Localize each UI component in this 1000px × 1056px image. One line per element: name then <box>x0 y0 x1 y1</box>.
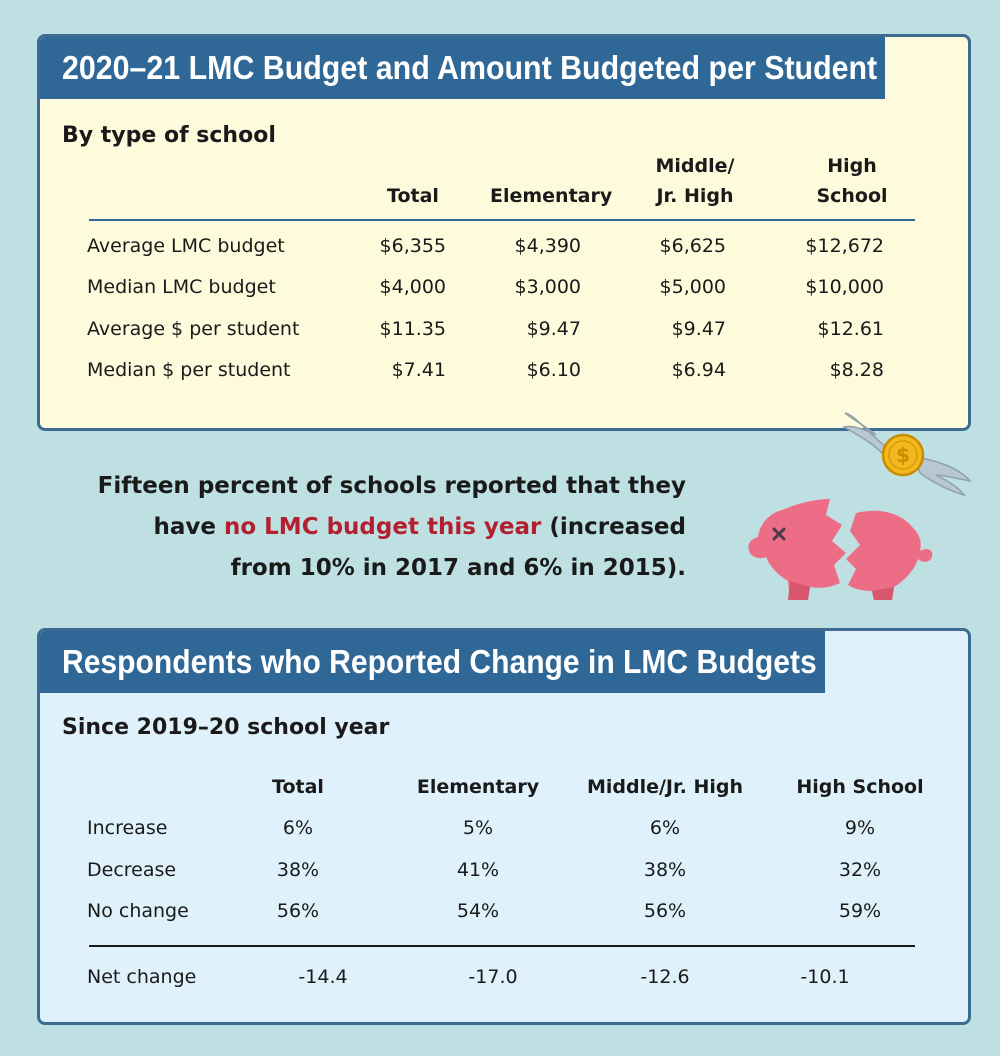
table-cell: $8.28 <box>829 359 884 381</box>
col-header-high: High School <box>816 155 888 207</box>
table-cell: -14.4 <box>298 966 348 988</box>
table-cell: $12.61 <box>817 318 884 340</box>
table-cell: 6% <box>282 817 314 839</box>
table-cell: $11.35 <box>379 318 446 340</box>
col-header-total: Total <box>272 776 324 798</box>
row-label: No change <box>87 900 189 922</box>
col-header-high: High School <box>796 776 924 798</box>
budget-title: 2020–21 LMC Budget and Amount Budgeted per Student <box>40 37 885 99</box>
table-cell: $4,000 <box>379 276 446 298</box>
table-cell: 56% <box>643 900 687 922</box>
svg-text:$: $ <box>896 443 910 467</box>
change-panel <box>37 628 971 1025</box>
piggy-bank-illustration <box>730 395 1000 625</box>
table-cell: $6.94 <box>671 359 726 381</box>
row-label: Decrease <box>87 859 177 881</box>
table-cell: $7.41 <box>391 359 446 381</box>
table-cell: 59% <box>838 900 882 922</box>
table-cell: $9.47 <box>671 318 726 340</box>
table-cell: 41% <box>456 859 500 881</box>
table-cell: 38% <box>276 859 320 881</box>
budget-header-rule <box>89 219 915 221</box>
table-cell: 5% <box>462 817 494 839</box>
row-label: Average LMC budget <box>87 235 285 257</box>
table-cell: 38% <box>643 859 687 881</box>
broken-piggy-icon <box>748 499 932 600</box>
table-cell: -17.0 <box>468 966 518 988</box>
table-cell: -12.6 <box>640 966 690 988</box>
table-cell: 32% <box>838 859 882 881</box>
table-cell: 56% <box>276 900 320 922</box>
col-header-middle: Middle/ Jr. High <box>655 155 735 207</box>
budget-panel <box>37 34 971 431</box>
callout-highlight: no LMC budget this year <box>223 514 542 540</box>
table-cell: $6,625 <box>659 235 726 257</box>
callout-text: Fifteen percent of schools reported that they have no LMC budget this year (increased from 10% in 2017 and 6% in 2015). <box>97 473 686 581</box>
table-cell: $6,355 <box>379 235 446 257</box>
table-cell: $12,672 <box>805 235 884 257</box>
row-label: Median LMC budget <box>87 276 276 298</box>
table-cell: $10,000 <box>805 276 884 298</box>
row-label: Net change <box>87 966 197 988</box>
row-label: Increase <box>87 817 168 839</box>
table-cell: -10.1 <box>800 966 850 988</box>
table-cell: $3,000 <box>514 276 581 298</box>
change-subtitle: Since 2019–20 school year <box>62 715 390 740</box>
table-cell: 9% <box>844 817 876 839</box>
col-header-total: Total <box>387 185 439 207</box>
winged-coin-icon <box>844 413 970 495</box>
table-cell: $4,390 <box>514 235 581 257</box>
table-cell: $5,000 <box>659 276 726 298</box>
col-header-elementary: Elementary <box>416 776 540 798</box>
table-cell: 54% <box>456 900 500 922</box>
table-cell: $6.10 <box>526 359 581 381</box>
row-label: Median $ per student <box>87 359 291 381</box>
change-title: Respondents who Reported Change in LMC Budgets <box>40 631 825 693</box>
net-change-rule <box>89 945 915 947</box>
row-label: Average $ per student <box>87 318 300 340</box>
table-cell: 6% <box>649 817 681 839</box>
table-cell: $9.47 <box>526 318 581 340</box>
budget-subtitle: By type of school <box>62 123 276 148</box>
col-header-middle: Middle/Jr. High <box>586 776 744 798</box>
col-header-elementary: Elementary <box>490 185 613 207</box>
